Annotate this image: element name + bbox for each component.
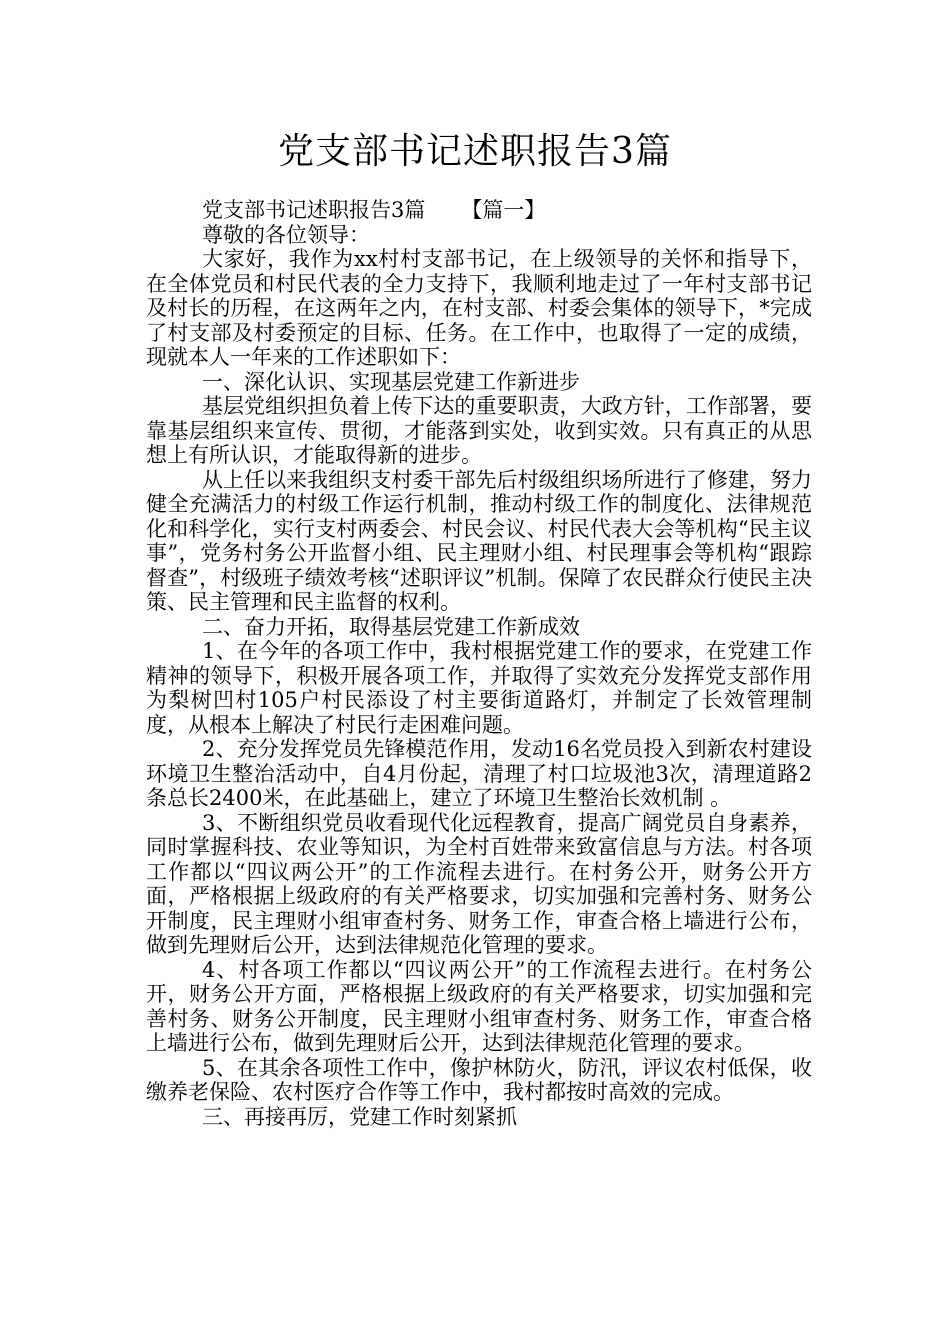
section-tag: 【篇一】 <box>461 198 546 222</box>
paragraph: 基层党组织担负着上传下达的重要职责，大政方针，工作部署，要靠基层组织来宣传、贯彻，才能落到实处，收到实效。只有真正的从思想上有所认识，才能取得新的进步。 <box>146 394 812 467</box>
section-heading-2: 二、奋力开拓，取得基层党建工作新成效 <box>202 614 580 639</box>
paragraph: 4、村各项工作都以“四议两公开”的工作流程去进行。在村务公开，财务公开方面，严格根据上级政府的有关严格要求，切实加强和完善村务、财务公开制度，民主理财小组审查村务、财务工作，审查合格上墙进行公布，做到先理财后公开，达到法律规范化管理的要求。 <box>146 957 812 1055</box>
paragraph: 大家好，我作为xx村村支部书记，在上级领导的关怀和指导下，在全体党员和村民代表的全力支持下，我顺利地走过了一年村支部书记及村长的历程，在这两年之内，在村支部、村委会集体的领导下，*完成了村支部及村委预定的目标、任务。在工作中，也取得了一定的成绩，现就本人一年来的工作述职如下： <box>146 247 812 369</box>
section-heading <box>146 198 812 223</box>
paragraph: 2、充分发挥党员先锋模范作用，发动16名党员投入到新农村建设环境卫生整治活动中，自4月份起，清理了村口垃圾池3次，清理道路2条总长2400米，在此基础上，建立了环境卫生整治长效机制 。 <box>146 737 812 810</box>
section-heading-3: 三、再接再厉，党建工作时刻紧抓 <box>202 1104 517 1129</box>
document-title: 党支部书记述职报告3篇 <box>278 131 672 172</box>
paragraph: 从上任以来我组织支村委干部先后村级组织场所进行了修建，努力健全充满活力的村级工作运行机制，推动村级工作的制度化、法律规范化和科学化，实行支村两委会、村民会议、村民代表大会等机构“民主议事”，党务村务公开监督小组、民主理财小组、村民理事会等机构“跟踪督查”，村级班子绩效考核“述职评议”机制。保障了农民群众行使民主决策、民主管理和民主监督的权利。 <box>146 467 812 614</box>
subtitle-text: 党支部书记述职报告3篇 <box>202 198 426 222</box>
section-heading-1: 一、深化认识、实现基层党建工作新进步 <box>202 369 580 394</box>
salutation: 尊敬的各位领导： <box>202 222 370 247</box>
document-body <box>146 198 812 1129</box>
paragraph: 3、不断组织党员收看现代化远程教育，提高广阔党员自身素养，同时掌握科技、农业等知识，为全村百姓带来致富信息与方法。村各项工作都以“四议两公开”的工作流程去进行。在村务公开，财务公开方面，严格根据上级政府的有关严格要求，切实加强和完善村务、财务公开制度，民主理财小组审查村务、财务工作，审查合格上墙进行公布，做到先理财后公开，达到法律规范化管理的要求。 <box>146 810 812 957</box>
paragraph: 5、在其余各项性工作中，像护林防火，防汛，评议农村低保，收缴养老保险、农村医疗合作等工作中，我村都按时高效的完成。 <box>146 1055 812 1104</box>
paragraph: 1、在今年的各项工作中，我村根据党建工作的要求，在党建工作精神的领导下，积极开展各项工作，并取得了实效充分发挥党支部作用为梨树凹村105户村民添设了村主要街道路灯，并制定了长效管理制度，从根本上解决了村民行走困难问题。 <box>146 639 812 737</box>
